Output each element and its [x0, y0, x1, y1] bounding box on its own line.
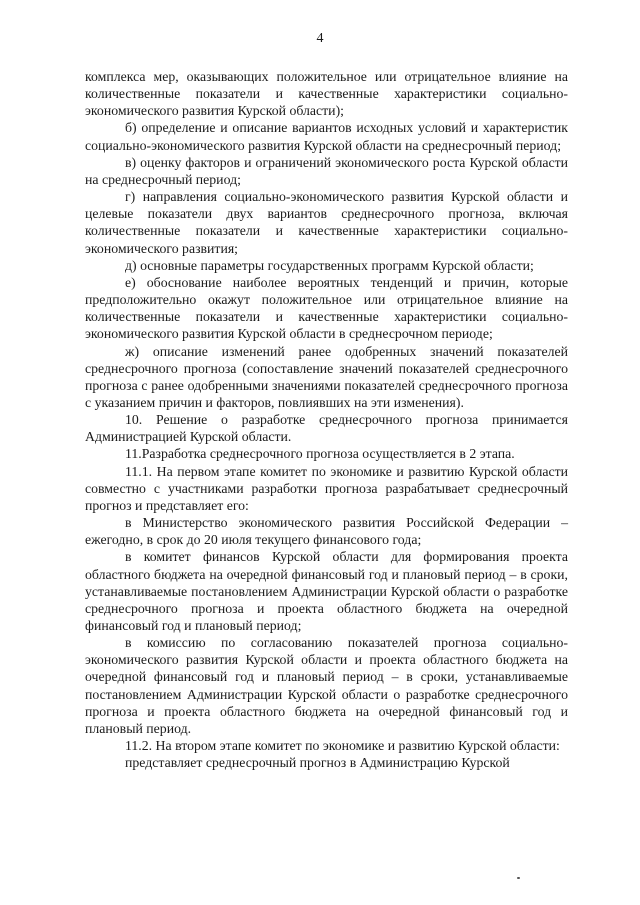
- recipient-commission: в комиссию по согласованию показателей прогноза социально-экономического развития Курской области и проекта областного бюджета на очередной финансовый год и плановый период – в сроки, устанавливаемые постановлением Администрации Курской области о разработке среднесрочного прогноза и проекта областного бюджета на очередной финансовый год и плановый период.: [85, 635, 568, 736]
- list-item-zh: ж) описание изменений ранее одобренных значений показателей среднесрочного прогноза (сопоставление значений показателей среднесрочного прогноза с ранее одобренными значениями показателей среднесрочного прогноза с указанием причин и факторов, повлиявших на эти изменения).: [85, 343, 568, 410]
- list-item-d: д) основные параметры государственных программ Курской области;: [125, 257, 534, 273]
- page-number: 4: [316, 31, 324, 46]
- clause-10: 10. Решение о разработке среднесрочного прогноза принимается Администрацией Курской области.: [85, 412, 568, 445]
- clause-11-1: 11.1. На первом этапе комитет по экономике и развитию Курской области совместно с участниками разработки прогноза разрабатывает среднесрочный прогноз и представляет его:: [85, 463, 568, 513]
- scan-speck: [517, 877, 520, 879]
- clause-11-2: 11.2. На втором этапе комитет по экономике и развитию Курской области:: [125, 738, 560, 754]
- list-item-e: е) обоснование наиболее вероятных тенденций и причин, которые предположительно окажут положительное или отрицательное влияние на количественные показатели и качественные характеристики социально-экономического развития Курской области в среднесрочном периоде;: [85, 274, 568, 342]
- list-item-v: в) оценку факторов и ограничений экономического роста Курской области на среднесрочный период;: [85, 154, 568, 187]
- paragraph-continued: представляет среднесрочный прогноз в Администрацию Курской: [125, 755, 510, 771]
- list-item-g: г) направления социально-экономического развития Курской области и целевые показатели двух вариантов среднесрочного прогноза, включая количественные показатели и качественные характеристики социально-экономического развития;: [85, 189, 568, 256]
- recipient-finance-committee: в комитет финансов Курской области для формирования проекта областного бюджета на очередной финансовый год и плановый период – в сроки, устанавливаемые постановлением Администрации Курской области о разработке среднесрочного прогноза и проекта областного бюджета на очередной финансовый год и плановый период;: [85, 549, 568, 633]
- list-item-b: б) определение и описание вариантов исходных условий и характеристик социально-экономического развития Курской области на среднесрочный период;: [85, 120, 568, 153]
- clause-11: 11.Разработка среднесрочного прогноза осуществляется в 2 этапа.: [125, 446, 515, 462]
- paragraph: комплекса мер, оказывающих положительное или отрицательное влияние на количественные показатели и качественные характеристики социально-экономического развития Курской области);: [85, 69, 568, 119]
- document-body: [85, 68, 568, 771]
- recipient-ministry: в Министерство экономического развития Российской Федерации – ежегодно, в срок до 20 июля текущего финансового года;: [85, 515, 568, 548]
